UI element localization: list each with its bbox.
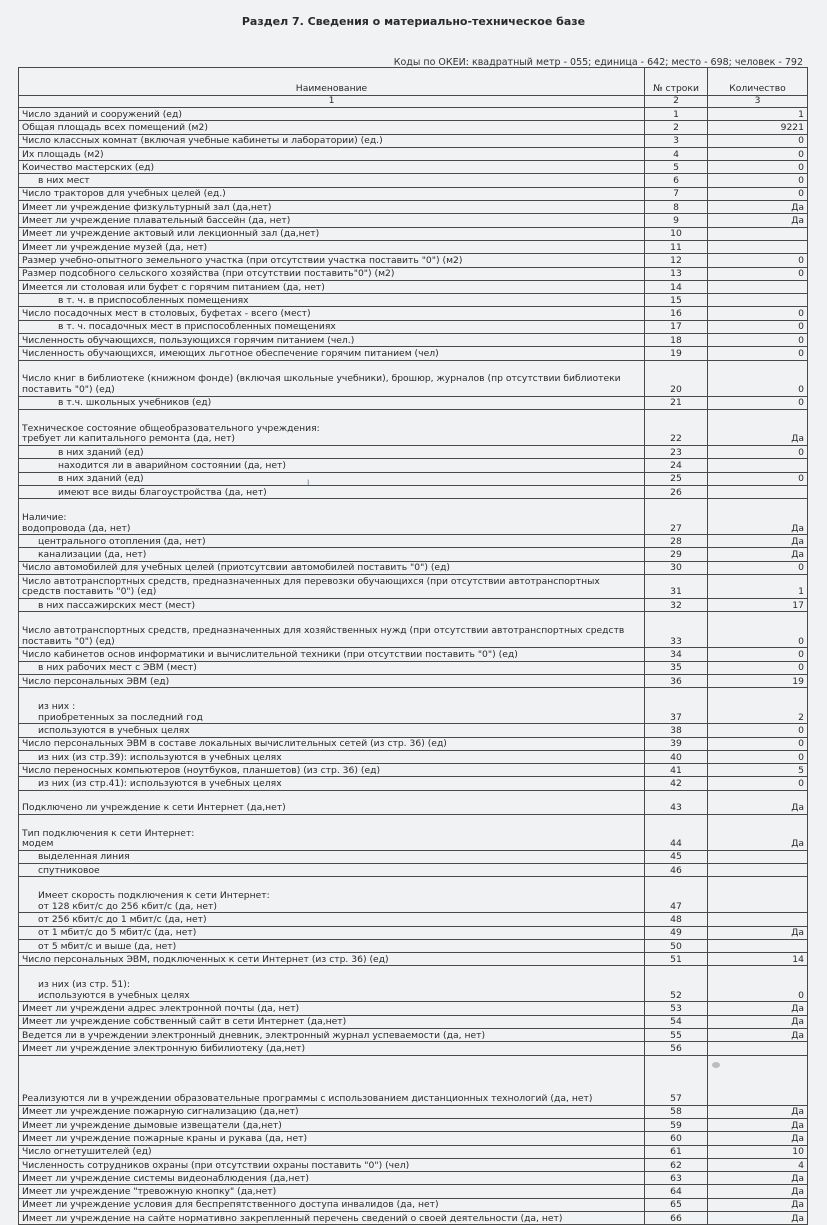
row-number: 33: [645, 612, 708, 648]
table-row: [19, 161, 808, 174]
row-name: выделенная линия: [19, 850, 645, 863]
row-number: 63: [645, 1172, 708, 1185]
row-name: Их площадь (м2): [19, 147, 645, 160]
table-row: [19, 953, 808, 966]
row-quantity: Да: [708, 1105, 808, 1118]
row-name: в т.ч. школьных учебников (ед): [19, 396, 645, 409]
row-quantity: 0: [708, 320, 808, 333]
row-name: из них : приобретенных за последний год: [19, 688, 645, 724]
row-quantity: Да: [708, 1015, 808, 1028]
table-row: [19, 966, 808, 1002]
row-name: от 5 мбит/с и выше (да, нет): [19, 939, 645, 952]
row-number: 50: [645, 939, 708, 952]
row-quantity: Да: [708, 926, 808, 939]
table-row: [19, 850, 808, 863]
table-row: [19, 485, 808, 498]
table-row: [19, 548, 808, 561]
table-row: [19, 334, 808, 347]
row-quantity: 0: [708, 307, 808, 320]
table-row: [19, 240, 808, 253]
row-quantity: 0: [708, 966, 808, 1002]
row-quantity: [708, 863, 808, 876]
row-number: 46: [645, 863, 708, 876]
row-number: 56: [645, 1042, 708, 1055]
row-quantity: [708, 850, 808, 863]
row-quantity: 14: [708, 953, 808, 966]
row-quantity: 1: [708, 108, 808, 121]
row-quantity: 0: [708, 648, 808, 661]
row-number: 25: [645, 472, 708, 485]
row-name: Имеет ли учреждени адрес электронной почты (да, нет): [19, 1002, 645, 1015]
row-name: используются в учебных целях: [19, 724, 645, 737]
row-quantity: 0: [708, 445, 808, 458]
row-number: 27: [645, 499, 708, 535]
row-quantity: Да: [708, 1029, 808, 1042]
header-row-number: № строки: [645, 68, 708, 96]
row-number: 1: [645, 108, 708, 121]
table-row: [19, 147, 808, 160]
row-quantity: 4: [708, 1158, 808, 1171]
table-row: [19, 1145, 808, 1158]
row-number: 10: [645, 227, 708, 240]
table-row: [19, 134, 808, 147]
row-quantity: 0: [708, 612, 808, 648]
row-name: Имеет ли учреждение на сайте нормативно закрепленный перечень сведений о своей деятельности (да, нет): [19, 1212, 645, 1225]
row-name: Имеет ли учреждение музей (да, нет): [19, 240, 645, 253]
section-title: Раздел 7. Сведения о материально-техническое базе: [241, 15, 586, 28]
row-number: 18: [645, 334, 708, 347]
row-quantity: [708, 459, 808, 472]
row-quantity: Да: [708, 201, 808, 214]
row-quantity: [708, 1042, 808, 1055]
row-number: 61: [645, 1145, 708, 1158]
row-name: Размер учебно-опытного земельного участка (при отсутствии участка поставить "0") (м2): [19, 254, 645, 267]
row-name: Число автомобилей для учебных целей (приотсутсвии автомобилей поставить "0") (ед): [19, 561, 645, 574]
row-quantity: 17: [708, 599, 808, 612]
row-number: 32: [645, 599, 708, 612]
row-number: 29: [645, 548, 708, 561]
table-row: [19, 108, 808, 121]
row-quantity: [708, 485, 808, 498]
row-quantity: Да: [708, 1212, 808, 1225]
row-number: 39: [645, 737, 708, 750]
table-row: [19, 396, 808, 409]
row-number: 2: [645, 121, 708, 134]
row-quantity: 0: [708, 472, 808, 485]
table-row: [19, 320, 808, 333]
row-name: спутниковое: [19, 863, 645, 876]
table-row: [19, 1118, 808, 1131]
row-number: 66: [645, 1212, 708, 1225]
row-name: центрального отопления (да, нет): [19, 535, 645, 548]
table-row: [19, 1015, 808, 1028]
row-quantity: 10: [708, 1145, 808, 1158]
row-name: из них (из стр. 51): используются в учебных целях: [19, 966, 645, 1002]
row-number: 52: [645, 966, 708, 1002]
row-name: Размер подсобного сельского хозяйства (при отсутствии поставить"0") (м2): [19, 267, 645, 280]
row-quantity: Да: [708, 814, 808, 850]
row-quantity: 0: [708, 661, 808, 674]
row-name: Число персональных ЭВМ в составе локальных вычислительных сетей (из стр. 36) (ед): [19, 737, 645, 750]
row-quantity: 0: [708, 750, 808, 763]
table-row: [19, 459, 808, 472]
row-name: Имеет ли учреждение собственный сайт в сети Интернет (да,нет): [19, 1015, 645, 1028]
row-quantity: Да: [708, 214, 808, 227]
table-row: [19, 445, 808, 458]
row-name: Имеет ли учреждение пожарную сигнализацию (да,нет): [19, 1105, 645, 1118]
row-quantity: 5: [708, 764, 808, 777]
row-number: 31: [645, 575, 708, 599]
row-number: 41: [645, 764, 708, 777]
row-name: имеют все виды благоустройства (да, нет): [19, 485, 645, 498]
row-name: Число посадочных мест в столовых, буфетах - всего (мест): [19, 307, 645, 320]
row-number: 40: [645, 750, 708, 763]
row-quantity: 2: [708, 688, 808, 724]
row-number: 9: [645, 214, 708, 227]
row-name: Имеет ли учреждение "тревожную кнопку" (да,нет): [19, 1185, 645, 1198]
row-name: Имеет ли учреждение актовый или лекционный зал (да,нет): [19, 227, 645, 240]
row-number: 51: [645, 953, 708, 966]
row-number: 62: [645, 1158, 708, 1171]
row-quantity: Да: [708, 1132, 808, 1145]
row-number: 11: [645, 240, 708, 253]
row-number: 44: [645, 814, 708, 850]
row-name: Имеет ли учреждение системы видеонаблюдения (да,нет): [19, 1172, 645, 1185]
table-row: [19, 926, 808, 939]
row-quantity: [708, 877, 808, 913]
row-quantity: 0: [708, 777, 808, 790]
row-quantity: [708, 939, 808, 952]
row-name: из них (из стр.39): используются в учебных целях: [19, 750, 645, 763]
col-number-2: 2: [645, 96, 708, 108]
table-row: [19, 1105, 808, 1118]
table-row: [19, 1198, 808, 1211]
row-quantity: 0: [708, 254, 808, 267]
row-quantity: Да: [708, 499, 808, 535]
row-name: Число классных комнат (включая учебные кабинеты и лаборатории) (ед.): [19, 134, 645, 147]
row-number: 8: [645, 201, 708, 214]
row-name: в т. ч. посадочных мест в приспособленных помещениях: [19, 320, 645, 333]
row-name: Имеет ли учреждение электронную бибилиотеку (да,нет): [19, 1042, 645, 1055]
row-name: в них рабочих мест с ЭВМ (мест): [19, 661, 645, 674]
row-name: Подключено ли учреждение к сети Интернет (да,нет): [19, 790, 645, 814]
ink-smudge: [712, 1062, 720, 1068]
row-quantity: 0: [708, 267, 808, 280]
row-name: Наличие: водопровода (да, нет): [19, 499, 645, 535]
header-row: [19, 68, 808, 96]
table-row: [19, 599, 808, 612]
table-row: [19, 280, 808, 293]
row-quantity: [708, 294, 808, 307]
row-name: Имеет ли учреждение физкультурный зал (да,нет): [19, 201, 645, 214]
row-quantity: [708, 913, 808, 926]
table-row: [19, 1055, 808, 1105]
table-row: [19, 1158, 808, 1171]
row-name: Число книг в библиотеке (книжном фонде) (включая школьные учебники), брошюр, журналов (пр отсутствии библиотеки поставить "0") (ед): [19, 360, 645, 396]
row-quantity: 0: [708, 347, 808, 360]
row-name: Численность обучающихся, пользующихся горячим питанием (чел.): [19, 334, 645, 347]
table-row: [19, 764, 808, 777]
table-row: [19, 1172, 808, 1185]
table-row: [19, 1212, 808, 1225]
row-number: 14: [645, 280, 708, 293]
row-quantity: Да: [708, 535, 808, 548]
row-number: 36: [645, 674, 708, 687]
table-row: [19, 661, 808, 674]
table-row: [19, 737, 808, 750]
table-row: [19, 913, 808, 926]
row-name: в них зданий (ед): [19, 472, 645, 485]
row-quantity: [708, 227, 808, 240]
table-row: [19, 790, 808, 814]
row-name: Число автотранспортных средств, предназначенных для перевозки обучающихся (при отсутствии автотранспортных средств поставить "0") (ед): [19, 575, 645, 599]
row-name: Число огнетушителей (ед): [19, 1145, 645, 1158]
row-number: 47: [645, 877, 708, 913]
col-number-3: 3: [708, 96, 808, 108]
column-numbers-row: [19, 96, 808, 108]
row-number: 26: [645, 485, 708, 498]
row-number: 55: [645, 1029, 708, 1042]
row-quantity: 1: [708, 575, 808, 599]
row-quantity: 19: [708, 674, 808, 687]
pen-mark: ˡ: [307, 478, 310, 494]
row-name: в них мест: [19, 174, 645, 187]
table-row: [19, 1029, 808, 1042]
table-row: [19, 1132, 808, 1145]
row-number: 3: [645, 134, 708, 147]
row-quantity: 0: [708, 360, 808, 396]
row-name: Имеет ли учреждение дымовые извещатели (да,нет): [19, 1118, 645, 1131]
row-number: 7: [645, 187, 708, 200]
table-row: [19, 750, 808, 763]
row-name: канализации (да, нет): [19, 548, 645, 561]
row-name: Число персональных ЭВМ, подключенных к сети Интернет (из стр. 36) (ед): [19, 953, 645, 966]
table-row: [19, 939, 808, 952]
row-name: Имеет ли учреждение условия для беспрепятственного доступа инвалидов (да, нет): [19, 1198, 645, 1211]
row-number: 35: [645, 661, 708, 674]
table-row: [19, 575, 808, 599]
table-row: [19, 294, 808, 307]
table-row: [19, 612, 808, 648]
row-number: 60: [645, 1132, 708, 1145]
row-name: от 256 кбит/с до 1 мбит/с (да, нет): [19, 913, 645, 926]
row-quantity: 0: [708, 134, 808, 147]
row-name: Число кабинетов основ информатики и вычислительной техники (при отсутствии поставить "0") (ед): [19, 648, 645, 661]
row-quantity: 0: [708, 147, 808, 160]
row-number: 23: [645, 445, 708, 458]
table-row: [19, 877, 808, 913]
row-name: в т. ч. в приспособленных помещениях: [19, 294, 645, 307]
table-row: [19, 561, 808, 574]
row-number: 64: [645, 1185, 708, 1198]
row-quantity: 0: [708, 561, 808, 574]
row-number: 65: [645, 1198, 708, 1211]
header-quantity: Количество: [708, 68, 808, 96]
col-number-1: 1: [19, 96, 645, 108]
row-name: Число персональных ЭВМ (ед): [19, 674, 645, 687]
row-name: Численность обучающихся, имеющих льготное обеспечение горячим питанием (чел): [19, 347, 645, 360]
table-row: [19, 814, 808, 850]
row-number: 15: [645, 294, 708, 307]
table-row: [19, 1042, 808, 1055]
table-row: [19, 121, 808, 134]
row-number: 45: [645, 850, 708, 863]
row-number: 5: [645, 161, 708, 174]
row-number: 37: [645, 688, 708, 724]
row-name: Число тракторов для учебных целей (ед.): [19, 187, 645, 200]
row-number: 54: [645, 1015, 708, 1028]
row-number: 57: [645, 1055, 708, 1105]
row-number: 53: [645, 1002, 708, 1015]
row-number: 34: [645, 648, 708, 661]
row-quantity: [708, 240, 808, 253]
row-number: 48: [645, 913, 708, 926]
header-name: Наименование: [19, 68, 645, 96]
row-number: 59: [645, 1118, 708, 1131]
row-quantity: 0: [708, 161, 808, 174]
table-row: [19, 648, 808, 661]
row-name: находится ли в аварийном состоянии (да, нет): [19, 459, 645, 472]
row-quantity: Да: [708, 1198, 808, 1211]
table-row: [19, 214, 808, 227]
row-name: Тип подключения к сети Интернет: модем: [19, 814, 645, 850]
row-quantity: Да: [708, 1002, 808, 1015]
table-row: [19, 267, 808, 280]
row-name: Реализуются ли в учреждении образовательные программы с использованием дистанционных технологий (да, нет): [19, 1055, 645, 1105]
row-number: 24: [645, 459, 708, 472]
row-name: Ведется ли в учреждении электронный дневник, электронный журнал успеваемости (да, нет): [19, 1029, 645, 1042]
table-row: [19, 360, 808, 396]
table-row: [19, 227, 808, 240]
row-number: 6: [645, 174, 708, 187]
row-quantity: Да: [708, 1185, 808, 1198]
row-number: 4: [645, 147, 708, 160]
table-row: [19, 409, 808, 445]
row-quantity: [708, 1055, 808, 1105]
row-name: Имеется ли столовая или буфет с горячим питанием (да, нет): [19, 280, 645, 293]
row-name: Имеет скорость подключения к сети Интернет: от 128 кбит/с до 256 кбит/с (да, нет): [19, 877, 645, 913]
row-quantity: Да: [708, 409, 808, 445]
materials-table: [18, 67, 808, 1225]
table-row: [19, 535, 808, 548]
row-quantity: 0: [708, 737, 808, 750]
row-quantity: 0: [708, 187, 808, 200]
row-quantity: Да: [708, 790, 808, 814]
row-quantity: 0: [708, 396, 808, 409]
table-row: [19, 174, 808, 187]
row-number: 13: [645, 267, 708, 280]
table-row: [19, 187, 808, 200]
row-name: Имеет ли учреждение пожарные краны и рукава (да, нет): [19, 1132, 645, 1145]
row-name: в них пассажирских мест (мест): [19, 599, 645, 612]
row-quantity: 0: [708, 334, 808, 347]
table-row: [19, 1185, 808, 1198]
row-quantity: 0: [708, 174, 808, 187]
row-quantity: Да: [708, 1118, 808, 1131]
row-number: 38: [645, 724, 708, 737]
row-name: от 1 мбит/с до 5 мбит/с (да, нет): [19, 926, 645, 939]
row-number: 12: [645, 254, 708, 267]
row-number: 42: [645, 777, 708, 790]
table-row: [19, 777, 808, 790]
row-quantity: Да: [708, 548, 808, 561]
row-name: Имеет ли учреждение плавательный бассейн (да, нет): [19, 214, 645, 227]
row-quantity: 0: [708, 724, 808, 737]
table-row: [19, 347, 808, 360]
table-row: [19, 499, 808, 535]
row-quantity: 9221: [708, 121, 808, 134]
row-number: 30: [645, 561, 708, 574]
row-number: 17: [645, 320, 708, 333]
row-number: 16: [645, 307, 708, 320]
table-row: [19, 674, 808, 687]
table-row: [19, 863, 808, 876]
table-row: [19, 254, 808, 267]
row-number: 21: [645, 396, 708, 409]
row-name: Коичество мастерских (ед): [19, 161, 645, 174]
row-number: 28: [645, 535, 708, 548]
row-name: Техническое состояние общеобразовательного учреждения: требует ли капитального ремонта (да, нет): [19, 409, 645, 445]
row-number: 43: [645, 790, 708, 814]
row-number: 58: [645, 1105, 708, 1118]
row-number: 49: [645, 926, 708, 939]
table-row: [19, 307, 808, 320]
row-number: 20: [645, 360, 708, 396]
row-name: из них (из стр.41): используются в учебных целях: [19, 777, 645, 790]
row-quantity: [708, 280, 808, 293]
table-row: [19, 201, 808, 214]
table-row: [19, 1002, 808, 1015]
row-name: Число зданий и сооружений (ед): [19, 108, 645, 121]
table-row: [19, 724, 808, 737]
table-row: [19, 688, 808, 724]
row-quantity: Да: [708, 1172, 808, 1185]
okei-codes: Коды по ОКЕИ: квадратный метр - 055; единица - 642; место - 698; человек - 792: [393, 57, 803, 68]
row-name: Численность сотрудников охраны (при отсутствии охраны поставить "0") (чел): [19, 1158, 645, 1171]
row-number: 19: [645, 347, 708, 360]
row-name: Число переносных компьютеров (ноутбуков, планшетов) (из стр. 36) (ед): [19, 764, 645, 777]
row-name: в них зданий (ед): [19, 445, 645, 458]
table-row: [19, 472, 808, 485]
row-number: 22: [645, 409, 708, 445]
row-name: Число автотранспортных средств, предназначенных для хозяйственных нужд (при отсутствии автотранспортных средств поставить "0") (ед): [19, 612, 645, 648]
row-name: Общая площадь всех помещений (м2): [19, 121, 645, 134]
